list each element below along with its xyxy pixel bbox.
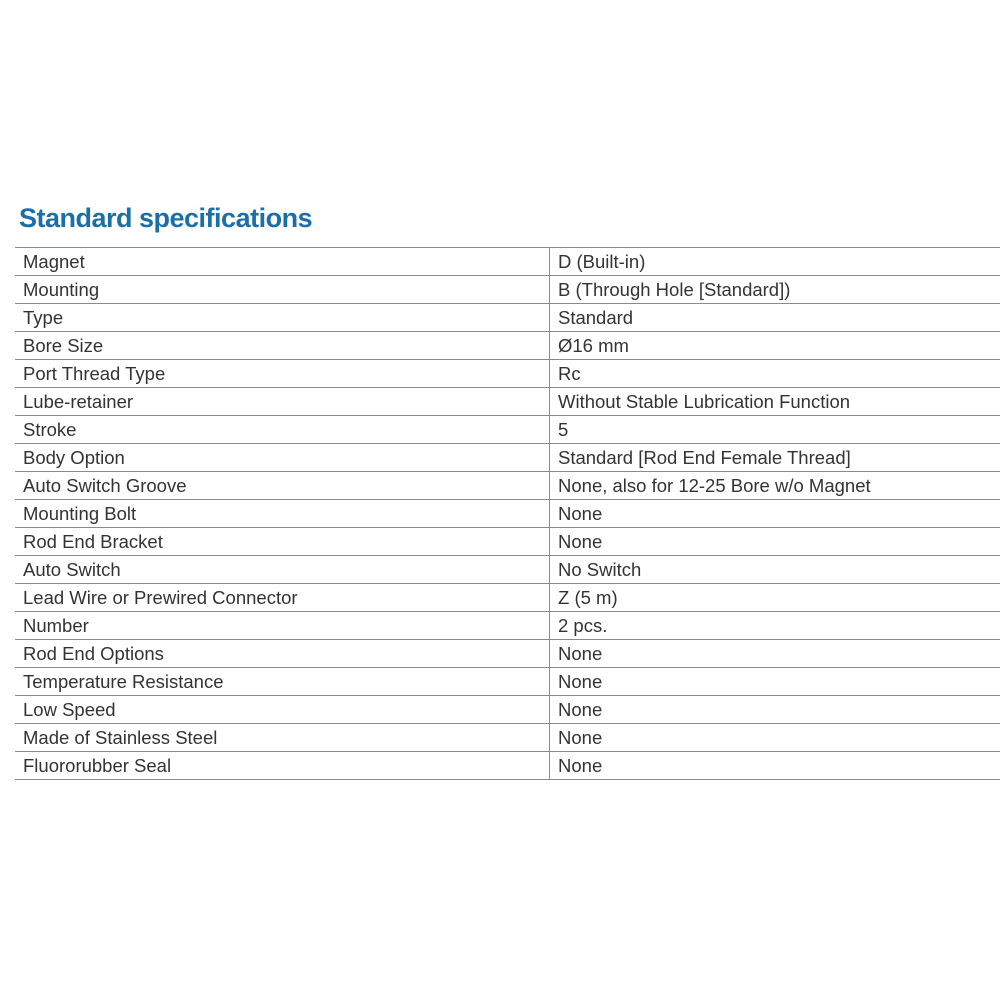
spec-table-body — [15, 248, 1000, 780]
section-title: Standard specifications — [19, 203, 313, 233]
spec-row — [15, 276, 1000, 304]
spec-value: None — [550, 500, 1000, 528]
spec-value: Z (5 m) — [550, 584, 1000, 612]
spec-label: Auto Switch — [15, 556, 550, 584]
spec-row — [15, 332, 1000, 360]
spec-value: None — [550, 668, 1000, 696]
spec-value: B (Through Hole [Standard]) — [550, 276, 1000, 304]
spec-label: Low Speed — [15, 696, 550, 724]
spec-value: Rc — [550, 360, 1000, 388]
spec-label: Mounting — [15, 276, 550, 304]
spec-value: No Switch — [550, 556, 1000, 584]
spec-value: None — [550, 528, 1000, 556]
spec-row — [15, 500, 1000, 528]
spec-label: Fluororubber Seal — [15, 752, 550, 780]
spec-row — [15, 752, 1000, 780]
spec-value: Ø16 mm — [550, 332, 1000, 360]
spec-value: None — [550, 752, 1000, 780]
spec-row — [15, 668, 1000, 696]
spec-value: D (Built-in) — [550, 248, 1000, 276]
spec-label: Temperature Resistance — [15, 668, 550, 696]
spec-table — [15, 247, 1000, 780]
spec-label: Bore Size — [15, 332, 550, 360]
spec-row — [15, 248, 1000, 276]
spec-row — [15, 444, 1000, 472]
spec-label: Auto Switch Groove — [15, 472, 550, 500]
spec-value: None — [550, 696, 1000, 724]
spec-value: 5 — [550, 416, 1000, 444]
spec-value: Standard [Rod End Female Thread] — [550, 444, 1000, 472]
spec-row — [15, 528, 1000, 556]
spec-row — [15, 360, 1000, 388]
spec-row — [15, 556, 1000, 584]
spec-label: Body Option — [15, 444, 550, 472]
spec-label: Port Thread Type — [15, 360, 550, 388]
spec-label: Lube-retainer — [15, 388, 550, 416]
spec-label: Lead Wire or Prewired Connector — [15, 584, 550, 612]
spec-value: Without Stable Lubrication Function — [550, 388, 1000, 416]
spec-label: Rod End Options — [15, 640, 550, 668]
spec-row — [15, 584, 1000, 612]
spec-row — [15, 416, 1000, 444]
spec-row — [15, 696, 1000, 724]
spec-row — [15, 304, 1000, 332]
spec-label: Made of Stainless Steel — [15, 724, 550, 752]
spec-label: Type — [15, 304, 550, 332]
spec-row — [15, 640, 1000, 668]
spec-value: None — [550, 640, 1000, 668]
spec-label: Stroke — [15, 416, 550, 444]
spec-label: Number — [15, 612, 550, 640]
spec-value: None — [550, 724, 1000, 752]
spec-value: Standard — [550, 304, 1000, 332]
spec-label: Mounting Bolt — [15, 500, 550, 528]
spec-row — [15, 612, 1000, 640]
spec-label: Magnet — [15, 248, 550, 276]
spec-row — [15, 472, 1000, 500]
spec-row — [15, 388, 1000, 416]
spec-value: None, also for 12-25 Bore w/o Magnet — [550, 472, 1000, 500]
spec-row — [15, 724, 1000, 752]
spec-value: 2 pcs. — [550, 612, 1000, 640]
spec-label: Rod End Bracket — [15, 528, 550, 556]
